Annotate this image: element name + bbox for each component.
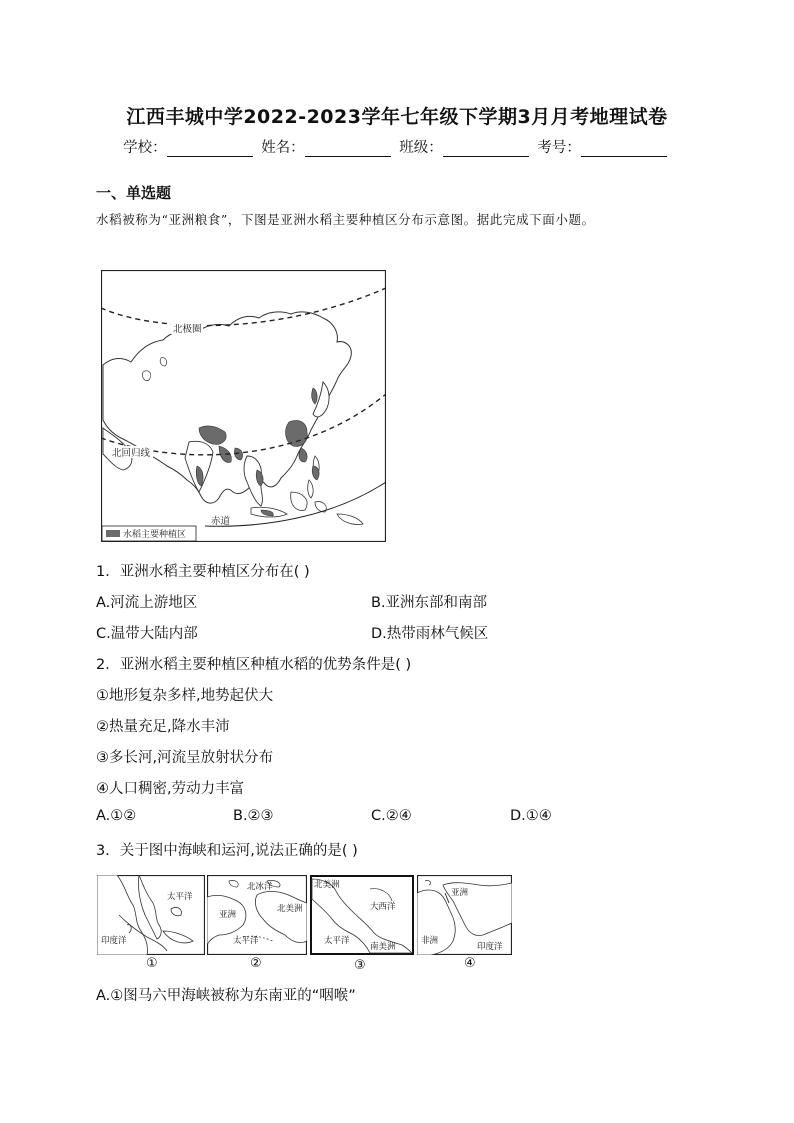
section-title: 一、单选题 <box>96 184 172 202</box>
asia-rice-map <box>101 270 386 542</box>
question-3-option-a[interactable]: A.①图马六甲海峡被称为东南亚的“咽喉” <box>96 988 356 1004</box>
school-blank[interactable] <box>167 142 253 157</box>
question-2-statement-2: ②热量充足,降水丰沛 <box>96 719 230 735</box>
exam-title: 江西丰城中学2022-2023学年七年级下学期3月月考地理试卷 <box>126 106 668 128</box>
id-label: 考号： <box>537 140 581 156</box>
strait-map-1 <box>97 875 205 955</box>
strait-map-3 <box>310 875 414 955</box>
map3-label-3: 太平洋 <box>324 936 350 946</box>
rice-legend-label: 水稻主要种植区 <box>123 530 187 540</box>
map3-label-4: 南美洲 <box>370 942 396 952</box>
strait-map-4 <box>417 875 512 955</box>
map-number-4: ④ <box>464 956 476 971</box>
map3-label-1: 北美洲 <box>314 880 340 890</box>
question-1-stem: 1．亚洲水稻主要种植区分布在( ) <box>96 564 310 580</box>
map2-label-1: 北冰洋 <box>247 882 273 892</box>
question-2-option-b[interactable]: B.②③ <box>233 808 274 824</box>
question-1-option-c[interactable]: C.温带大陆内部 <box>96 626 198 642</box>
question-1-option-d[interactable]: D.热带雨林气候区 <box>371 626 489 642</box>
map-number-1: ① <box>146 956 158 971</box>
question-1-option-a[interactable]: A.河流上游地区 <box>96 595 198 611</box>
question-2-statement-4: ④人口稠密,劳动力丰富 <box>96 781 245 797</box>
student-info-line <box>0 136 794 157</box>
intro-paragraph: 水稻被称为“亚洲粮食”，下图是亚洲水稻主要种植区分布示意图。据此完成下面小题。 <box>96 212 595 227</box>
map-number-3: ③ <box>354 958 366 973</box>
map4-label-3: 印度洋 <box>477 942 503 952</box>
rice-legend-swatch <box>106 530 120 537</box>
question-1-option-b[interactable]: B.亚洲东部和南部 <box>371 595 488 611</box>
question-2-stem: 2．亚洲水稻主要种植区种植水稻的优势条件是( ) <box>96 657 412 673</box>
map-number-2: ② <box>250 956 262 971</box>
map3-label-2: 大西洋 <box>370 902 396 912</box>
class-label: 班级： <box>399 140 443 156</box>
question-2-statement-1: ①地形复杂多样,地势起伏大 <box>96 688 274 704</box>
map1-label-1: 太平洋 <box>167 892 193 902</box>
equator-label: 赤道 <box>211 516 231 527</box>
question-2-option-a[interactable]: A.①② <box>96 808 137 824</box>
map4-label-1: 亚洲 <box>451 888 469 898</box>
name-blank[interactable] <box>305 142 391 157</box>
arctic-circle-label: 北极圈 <box>173 324 202 335</box>
class-blank[interactable] <box>443 142 529 157</box>
map2-label-4: 太平洋 <box>233 936 259 946</box>
question-3-stem: 3．关于图中海峡和运河,说法正确的是( ) <box>96 843 358 859</box>
school-label: 学校： <box>123 140 167 156</box>
id-blank[interactable] <box>581 142 667 157</box>
map2-label-2: 亚洲 <box>219 910 237 920</box>
map1-label-2: 印度洋 <box>101 936 127 946</box>
question-2-option-c[interactable]: C.②④ <box>371 808 412 824</box>
map2-label-3: 北美洲 <box>277 904 303 914</box>
question-2-option-d[interactable]: D.①④ <box>510 808 552 824</box>
tropic-label: 北回归线 <box>112 448 151 459</box>
name-label: 姓名： <box>261 140 305 156</box>
map4-label-2: 非洲 <box>421 936 439 946</box>
question-2-statement-3: ③多长河,河流呈放射状分布 <box>96 750 274 766</box>
strait-map-2 <box>207 875 307 955</box>
